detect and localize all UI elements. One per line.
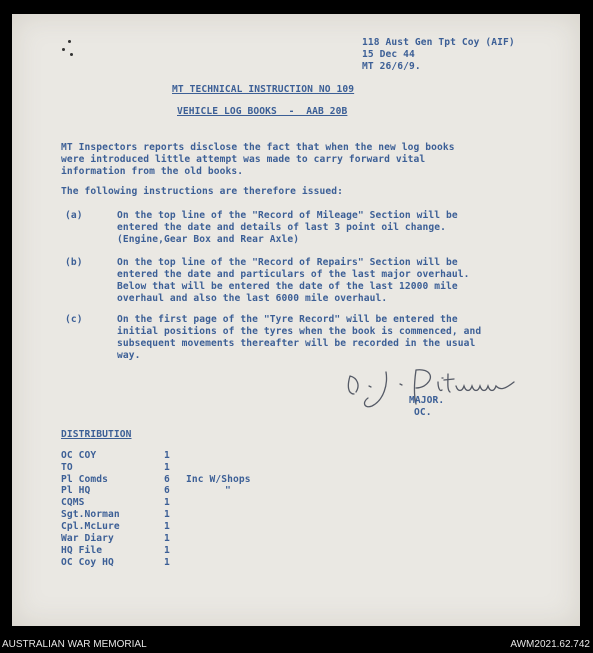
distribution-heading: DISTRIBUTION: [61, 429, 132, 440]
signature-role: OC.: [414, 407, 432, 418]
distribution-qty: 1: [164, 533, 170, 544]
document-page: [12, 14, 580, 626]
item-line: entered the date and details of last 3 point oil change.: [117, 222, 447, 233]
item-line: (Engine,Gear Box and Rear Axle): [117, 234, 300, 245]
distribution-qty: 1: [164, 521, 170, 532]
item-line: overhaul and also the last 6000 mile overhaul.: [117, 293, 388, 304]
archive-reference: AWM2021.62.742: [510, 639, 590, 650]
distribution-note: ": [225, 485, 231, 496]
distribution-qty: 1: [164, 557, 170, 568]
item-marker: (a): [65, 210, 83, 221]
distribution-name: OC COY: [61, 450, 97, 461]
document-title: MT TECHNICAL INSTRUCTION NO 109: [172, 84, 355, 95]
pin-hole: [68, 40, 71, 43]
distribution-qty: 6: [164, 485, 170, 496]
distribution-qty: 6: [164, 474, 170, 485]
item-line: entered the date and particulars of the last major overhaul.: [117, 269, 470, 280]
item-line: On the first page of the "Tyre Record" will be entered the: [117, 314, 458, 325]
archive-credit: AUSTRALIAN WAR MEMORIAL: [2, 639, 147, 650]
distribution-name: War Diary: [61, 533, 114, 544]
item-line: way.: [117, 350, 141, 361]
distribution-qty: 1: [164, 462, 170, 473]
lead-line: The following instructions are therefore issued:: [61, 186, 344, 197]
distribution-qty: 1: [164, 497, 170, 508]
item-line: On the top line of the "Record of Repairs" Section will be: [117, 257, 458, 268]
item-marker: (c): [65, 314, 83, 325]
distribution-name: Sgt.Norman: [61, 509, 120, 520]
pin-hole: [62, 48, 65, 51]
signature-rank: MAJOR.: [409, 395, 445, 406]
intro-line: information from the old books.: [61, 166, 244, 177]
header-ref: MT 26/6/9.: [362, 61, 421, 72]
distribution-name: Pl Comds: [61, 474, 109, 485]
distribution-name: TO: [61, 462, 73, 473]
handwritten-signature: [344, 364, 529, 419]
distribution-note: Inc W/Shops: [186, 474, 251, 485]
distribution-name: CQMS: [61, 497, 85, 508]
document-subtitle: VEHICLE LOG BOOKS - AAB 20B: [177, 106, 348, 117]
distribution-qty: 1: [164, 509, 170, 520]
distribution-qty: 1: [164, 450, 170, 461]
distribution-name: Cpl.McLure: [61, 521, 120, 532]
distribution-name: OC Coy HQ: [61, 557, 114, 568]
item-marker: (b): [65, 257, 83, 268]
pin-hole: [70, 53, 73, 56]
intro-line: MT Inspectors reports disclose the fact that when the new log books: [61, 142, 455, 153]
distribution-name: Pl HQ: [61, 485, 91, 496]
item-line: On the top line of the "Record of Mileage" Section will be: [117, 210, 458, 221]
intro-line: were introduced little attempt was made to carry forward vital: [61, 154, 426, 165]
header-date: 15 Dec 44: [362, 49, 415, 60]
distribution-name: HQ File: [61, 545, 103, 556]
item-line: subsequent movements thereafter will be recorded in the usual: [117, 338, 476, 349]
item-line: initial positions of the tyres when the book is commenced, and: [117, 326, 482, 337]
item-line: Below that will be entered the date of the last 12000 mile: [117, 281, 458, 292]
distribution-qty: 1: [164, 545, 170, 556]
header-unit: 118 Aust Gen Tpt Coy (AIF): [362, 37, 515, 48]
